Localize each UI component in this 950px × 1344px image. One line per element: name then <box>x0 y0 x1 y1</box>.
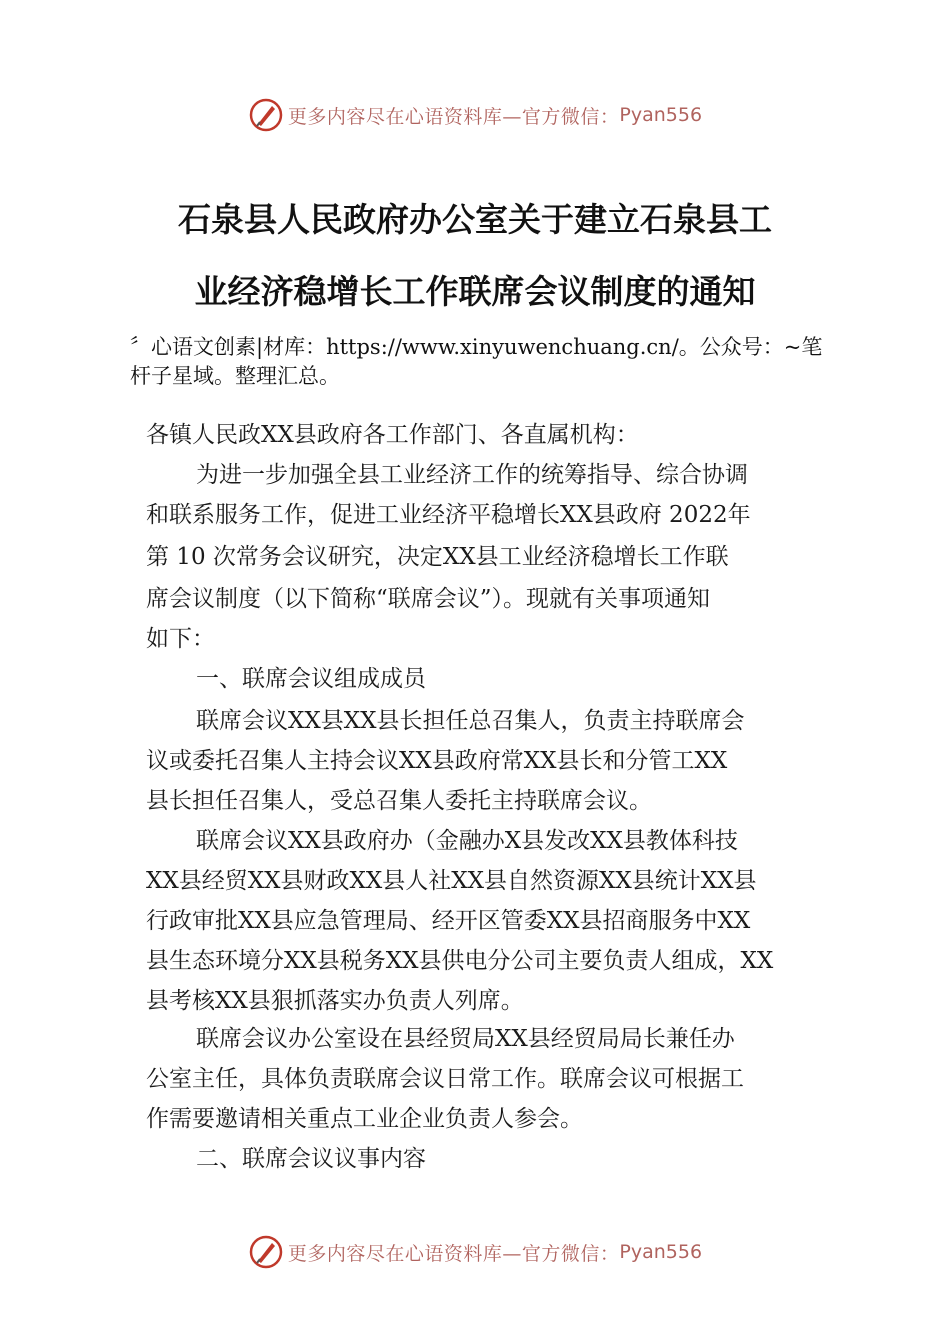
body-line: 县考核XX县狠抓落实办负责人列席。 <box>146 988 524 1014</box>
quill-logo-icon <box>248 1234 284 1270</box>
body-line: 为进一步加强全县工业经济工作的统筹指导、综合协调 <box>196 462 748 488</box>
body-line: 第 10 次常务会议研究，决定XX县工业经济稳增长工作联 <box>146 544 729 570</box>
body-line: 县长担任召集人，受总召集人委托主持联席会议。 <box>146 788 652 814</box>
body-line: 作需要邀请相关重点工业企业负责人参会。 <box>146 1106 583 1132</box>
body-line: 联席会议XX县政府办（金融办X县发改XX县教体科技 <box>196 828 738 854</box>
body-line: 联席会议XX县XX县长担任总召集人，负责主持联席会 <box>196 708 745 734</box>
body-line: XX县经贸XX县财政XX县人社XX县自然资源XX县统计XX县 <box>146 868 757 894</box>
banner-wechat-id: Pyan556 <box>619 104 703 126</box>
document-title-line-1: 石泉县人民政府办公室关于建立石泉县工 <box>178 200 772 239</box>
body-line: 行政审批XX县应急管理局、经开区管委XX县招商服务中XX <box>146 908 751 934</box>
salutation-line: 各镇人民政XX县政府各工作部门、各直属机构： <box>146 422 639 448</box>
body-line: 议或委托召集人主持会议XX县政府常XX县长和分管工XX <box>146 748 728 774</box>
body-line: 县生态环境分XX县税务XX县供电分公司主要负责人组成，XX <box>146 948 774 974</box>
footer-watermark-banner <box>0 1232 950 1272</box>
section-heading-1: 一、联席会议组成成员 <box>196 666 426 692</box>
source-note: 〞心语文创素|材库：https://www.xinyuwenchuang.cn/。公众号：~笔杆子星域。整理汇总。 <box>130 335 823 388</box>
banner-text: 更多内容尽在心语资料库—官方微信： <box>287 1242 620 1265</box>
section-heading-2: 二、联席会议议事内容 <box>196 1146 426 1172</box>
body-line: 公室主任，具体负责联席会议日常工作。联席会议可根据工 <box>146 1066 744 1092</box>
quill-logo-icon <box>248 97 284 133</box>
body-line: 如下： <box>146 626 215 652</box>
document-title-line-2: 业经济稳增长工作联席会议制度的通知 <box>194 272 756 311</box>
body-line: 和联系服务工作，促进工业经济平稳增长XX县政府 2022年 <box>146 502 751 528</box>
body-line: 联席会议办公室设在县经贸局XX县经贸局局长兼任办 <box>196 1026 735 1052</box>
header-watermark-banner <box>0 95 950 135</box>
body-line: 席会议制度（以下简称“联席会议”）。现就有关事项通知 <box>146 586 711 612</box>
banner-wechat-id: Pyan556 <box>619 1241 703 1263</box>
banner-text: 更多内容尽在心语资料库—官方微信： <box>287 105 620 128</box>
